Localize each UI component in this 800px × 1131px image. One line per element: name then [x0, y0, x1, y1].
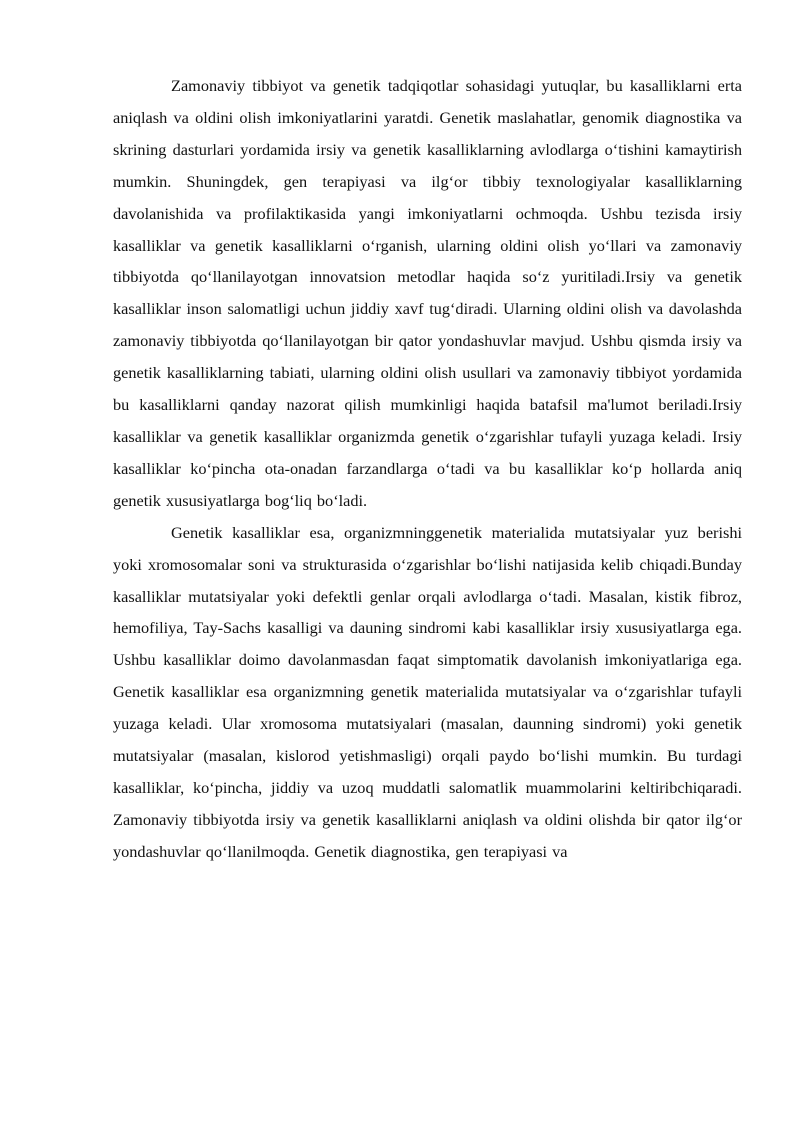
paragraph-2: Genetik kasalliklar esa, organizmninggenetik materialida mutatsiyalar yuz berishi yoki xromosomalar soni va strukturasida o‘zgarishlar bo‘lishi natijasida kelib chiqadi.Bunday kasalliklar mutatsiyalar yoki defektli genlar orqali avlodlarga o‘tadi. Masalan, kistik fibroz, hemofiliya, Tay-Sachs kasalligi va dauning sindromi kabi kasalliklar irsiy xususiyatlarga ega. Ushbu kasalliklar doimo davolanmasdan faqat simptomatik davolanish imkoniyatlariga ega. Genetik kasalliklar esa organizmning genetik materialida mutatsiyalar va o‘zgarishlar tufayli yuzaga keladi. Ular xromosoma mutatsiyalari (masalan, daunning sindromi) yoki genetik mutatsiyalar (masalan, kislorod yetishmasligi) orqali paydo bo‘lishi mumkin. Bu turdagi kasalliklar, ko‘pincha, jiddiy va uzoq muddatli salomatlik muammolarini keltiribchiqaradi. Zamonaviy tibbiyotda irsiy va genetik kasalliklarni aniqlash va oldini olishda bir qator ilg‘or yondashuvlar qo‘llanilmoqda. Genetik diagnostika, gen terapiyasi va [113, 522, 742, 861]
paragraph-1: Zamonaviy tibbiyot va genetik tadqiqotlar sohasidagi yutuqlar, bu kasalliklarni erta aniqlash va oldini olish imkoniyatlarini yaratdi. Genetik maslahatlar, genomik diagnostika va skrining dasturlari yordamida irsiy va genetik kasalliklarning avlodlarga o‘tishini kamaytirish mumkin. Shuningdek, gen terapiyasi va ilg‘or tibbiy texnologiyalar kasalliklarning davolanishida va profilaktikasida yangi imkoniyatlarni ochmoqda. Ushbu tezisda irsiy kasalliklar va genetik kasalliklarni o‘rganish, ularning oldini olish yo‘llari va zamonaviy tibbiyotda qo‘llanilayotgan innovatsion metodlar haqida so‘z yuritiladi.Irsiy va genetik kasalliklar inson salomatligi uchun jiddiy xavf tug‘diradi. Ularning oldini olish va davolashda zamonaviy tibbiyotda qo‘llanilayotgan bir qator yondashuvlar mavjud. Ushbu qismda irsiy va genetik kasalliklarning tabiati, ularning oldini olish usullari va zamonaviy tibbiyot yordamida bu kasalliklarni qanday nazorat qilish mumkinligi haqida batafsil ma'lumot beriladi.Irsiy kasalliklar va genetik kasalliklar organizmda genetik o‘zgarishlar tufayli yuzaga keladi. Irsiy kasalliklar ko‘pincha ota-onadan farzandlarga o‘tadi va bu kasalliklar ko‘p hollarda aniq genetik xususiyatlarga bog‘liq bo‘ladi. [113, 76, 742, 510]
document-page [113, 70, 742, 868]
